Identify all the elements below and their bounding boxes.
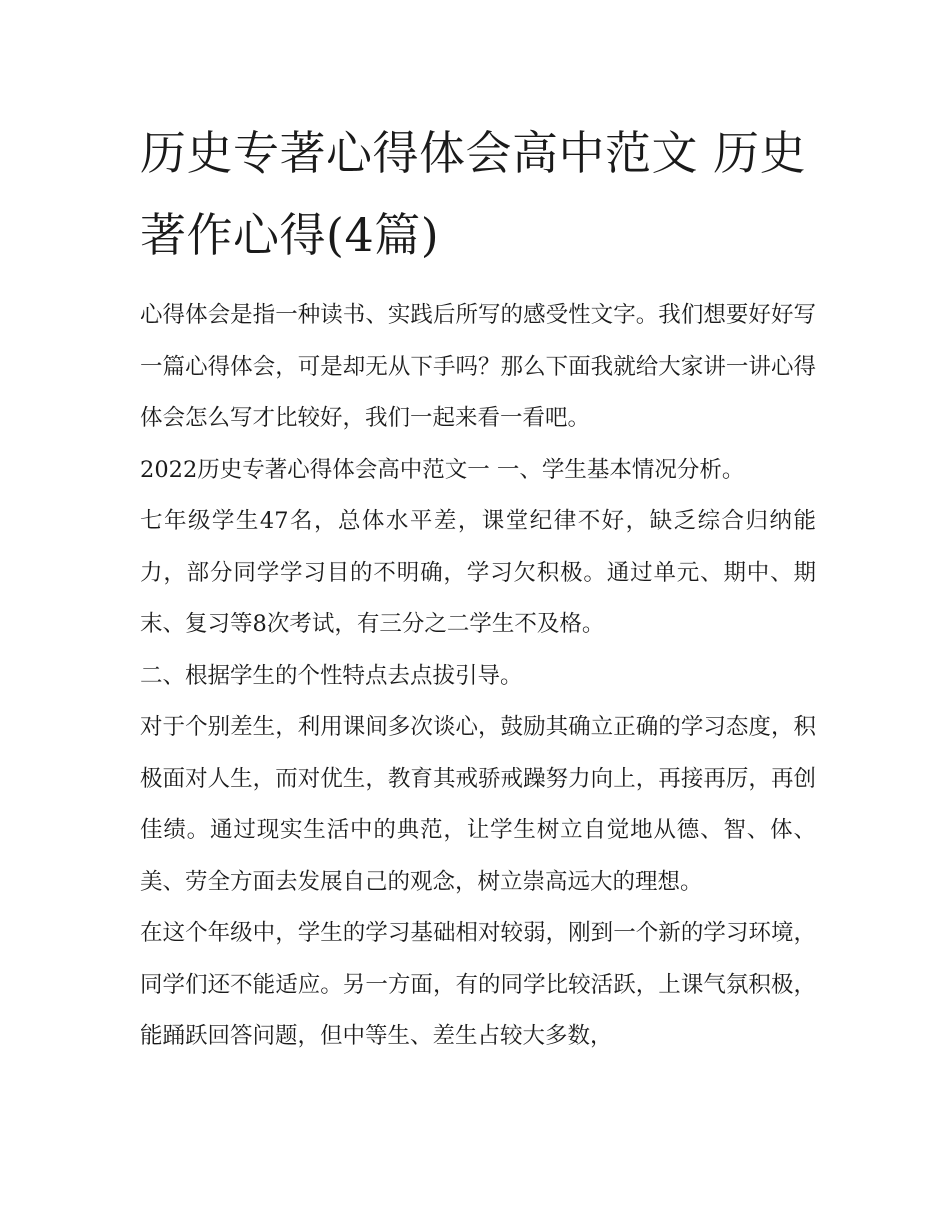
paragraph-student-analysis: 七年级学生47名，总体水平差，课堂纪律不好，缺乏综合归纳能力，部分同学学习目的不明确，学习欠积极。通过单元、期中、期末、复习等8次考试，有三分之二学生不及格。 — [140, 508, 816, 637]
document-body — [140, 290, 816, 1063]
paragraph-guidance: 对于个别差生，利用课间多次谈心，鼓励其确立正确的学习态度，积极面对人生，而对优生，教育其戒骄戒躁努力向上，再接再厉，再创佳绩。通过现实生活中的典范，让学生树立自觉地从德、智、体、美、劳全方面去发展自己的观念，树立崇高远大的理想。 — [140, 714, 816, 895]
document-title: 历史专著心得体会高中范文 历史著作心得(4篇) — [140, 126, 807, 262]
paragraph-section-one-heading: 2022历史专著心得体会高中范文一 一、学生基本情况分析。 — [140, 456, 745, 483]
paragraph-intro: 心得体会是指一种读书、实践后所写的感受性文字。我们想要好好写一篇心得体会，可是却无从下手吗？那么下面我就给大家讲一讲心得体会怎么写才比较好，我们一起来看一看吧。 — [140, 302, 816, 431]
paragraph-section-two-heading: 二、根据学生的个性特点去点拔引导。 — [140, 662, 523, 689]
paragraph-grade-situation: 在这个年级中，学生的学习基础相对较弱，刚到一个新的学习环境，同学们还不能适应。另一方面，有的同学比较活跃，上课气氛积极，能踊跃回答问题，但中等生、差生占较大多数， — [140, 920, 816, 1049]
document-page — [140, 112, 816, 1063]
